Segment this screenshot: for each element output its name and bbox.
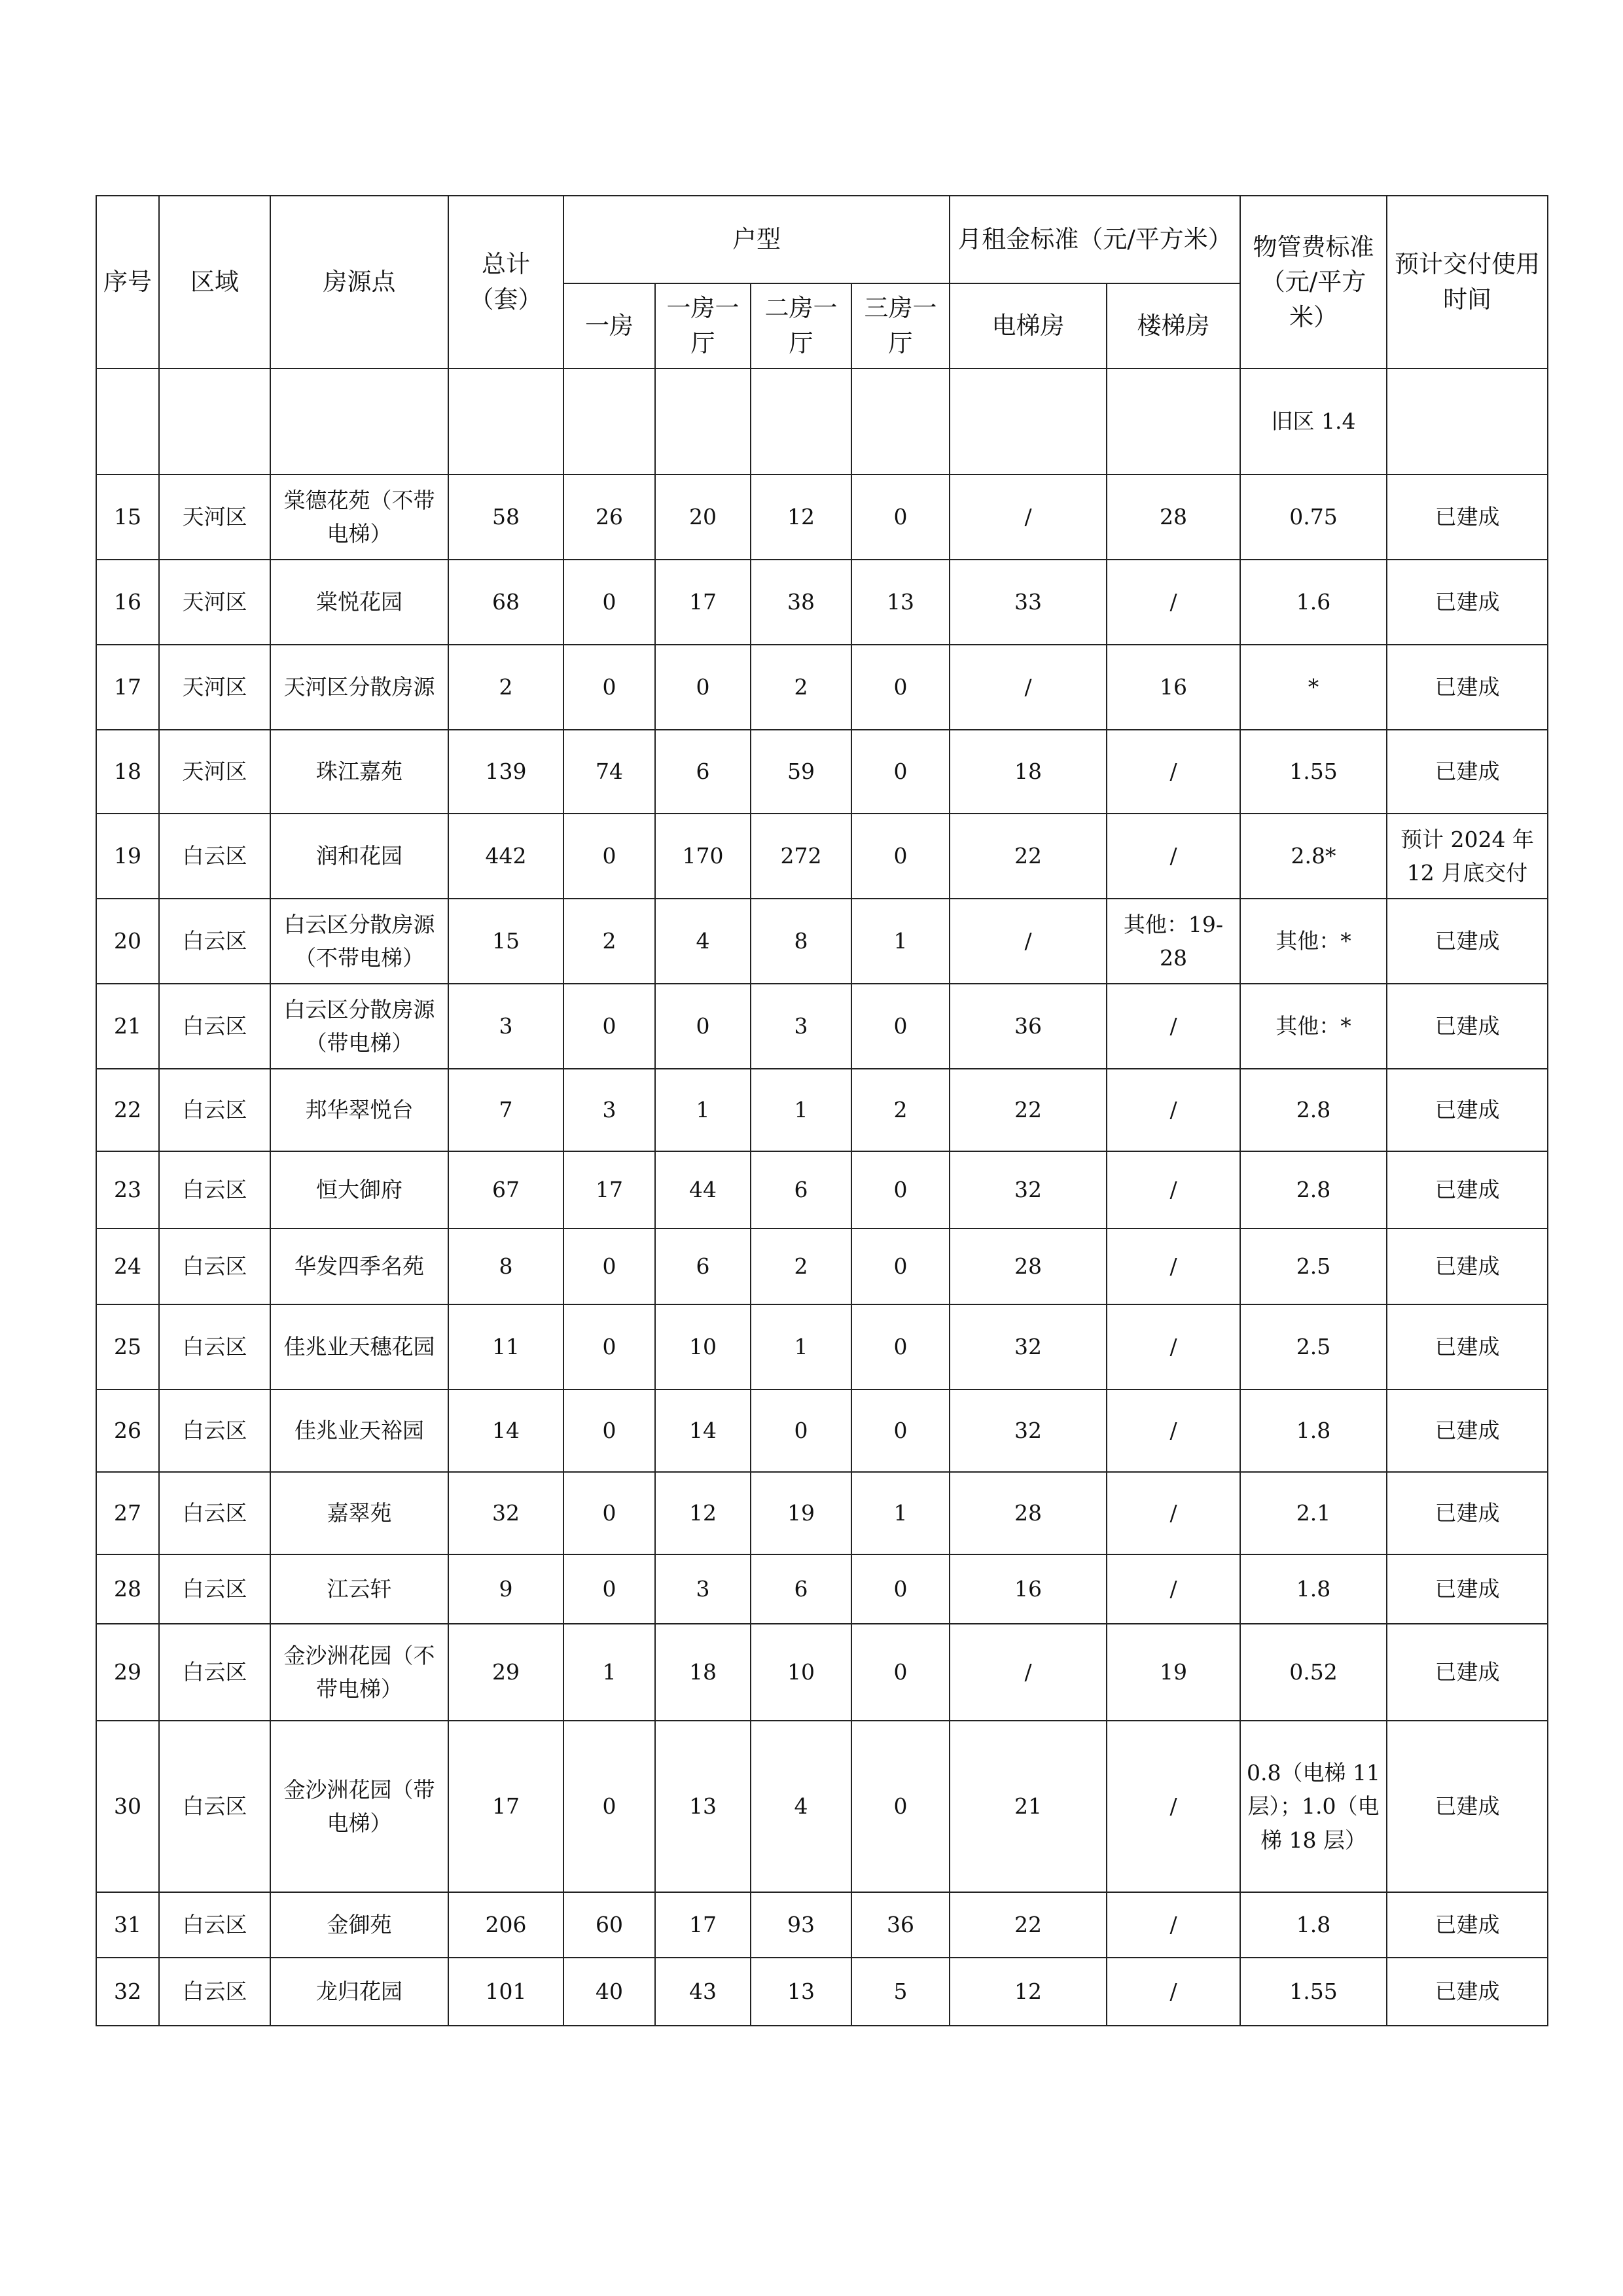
elevator-rent-cell: 22 [950, 814, 1107, 899]
three-room-one-hall-cell: 0 [851, 1721, 950, 1892]
mgmt-fee-cell: 2.5 [1240, 1229, 1387, 1304]
total-cell: 32 [448, 1472, 563, 1554]
one-room-one-hall-cell: 17 [655, 560, 751, 645]
elevator-rent-cell: 21 [950, 1721, 1107, 1892]
three-room-one-hall-cell: 0 [851, 984, 950, 1069]
header-two-room-one-hall: 二房一厅 [751, 283, 851, 368]
total-cell: 9 [448, 1554, 563, 1624]
one-room-one-hall-cell: 10 [655, 1304, 751, 1390]
elevator-rent-cell: 32 [950, 1390, 1107, 1472]
stairs-rent-cell: / [1107, 1069, 1240, 1151]
district-cell: 天河区 [159, 730, 270, 814]
delivery-cell: 已建成 [1387, 1958, 1548, 2026]
one-room-cell: 17 [563, 1151, 655, 1229]
stairs-rent-cell: 28 [1107, 475, 1240, 560]
three-room-one-hall-cell: 0 [851, 1304, 950, 1390]
header-stairs: 楼梯房 [1107, 283, 1240, 368]
one-room-cell: 40 [563, 1958, 655, 2026]
header-rent-standard: 月租金标准（元/平方米） [950, 196, 1240, 283]
stairs-rent-cell: / [1107, 1151, 1240, 1229]
delivery-cell: 已建成 [1387, 730, 1548, 814]
source-cell: 天河区分散房源 [270, 645, 448, 730]
two-room-one-hall-cell: 2 [751, 645, 851, 730]
three-room-one-hall-cell: 5 [851, 1958, 950, 2026]
header-source: 房源点 [270, 196, 448, 368]
mgmt-fee-cell: 2.5 [1240, 1304, 1387, 1390]
one-room-cell: 0 [563, 645, 655, 730]
header-seq: 序号 [96, 196, 159, 368]
stairs-rent-cell: / [1107, 814, 1240, 899]
elevator-rent-cell: 22 [950, 1892, 1107, 1958]
district-cell: 天河区 [159, 475, 270, 560]
mgmt-fee-cell: 其他：* [1240, 899, 1387, 984]
header-unit-type: 户型 [563, 196, 950, 283]
source-cell: 佳兆业天穗花园 [270, 1304, 448, 1390]
two-room-one-hall-cell: 0 [751, 1390, 851, 1472]
stairs-rent-cell: / [1107, 1554, 1240, 1624]
mgmt-fee-cell: 2.8* [1240, 814, 1387, 899]
elevator-rent-cell: 36 [950, 984, 1107, 1069]
mgmt-fee-cell: * [1240, 645, 1387, 730]
elevator-rent-cell: / [950, 1624, 1107, 1721]
district-cell: 白云区 [159, 1721, 270, 1892]
one-room-one-hall-cell: 17 [655, 1892, 751, 1958]
total-cell: 206 [448, 1892, 563, 1958]
source-cell: 金沙洲花园（带电梯） [270, 1721, 448, 1892]
header-one-room: 一房 [563, 283, 655, 368]
mgmt-fee-cell: 1.8 [1240, 1554, 1387, 1624]
seq-cell: 18 [96, 730, 159, 814]
one-room-one-hall-cell: 18 [655, 1624, 751, 1721]
three-room-one-hall-cell: 1 [851, 899, 950, 984]
district-cell: 白云区 [159, 1472, 270, 1554]
delivery-cell: 已建成 [1387, 645, 1548, 730]
delivery-cell: 已建成 [1387, 984, 1548, 1069]
mgmt-fee-cell: 2.8 [1240, 1151, 1387, 1229]
two-room-one-hall-cell: 59 [751, 730, 851, 814]
seq-cell: 23 [96, 1151, 159, 1229]
table-row [96, 730, 1548, 814]
seq-cell: 26 [96, 1390, 159, 1472]
delivery-cell: 已建成 [1387, 1229, 1548, 1304]
stairs-rent-cell: 其他：19-28 [1107, 899, 1240, 984]
stairs-rent-cell: 19 [1107, 1624, 1240, 1721]
one-room-one-hall-cell: 3 [655, 1554, 751, 1624]
seq-cell: 15 [96, 475, 159, 560]
three-room-one-hall-cell: 0 [851, 645, 950, 730]
source-cell: 棠悦花园 [270, 560, 448, 645]
district-cell: 白云区 [159, 899, 270, 984]
mgmt-fee-cell: 1.6 [1240, 560, 1387, 645]
one-room-cell: 0 [563, 1472, 655, 1554]
one-room-one-hall-cell: 12 [655, 1472, 751, 1554]
elevator-rent-cell: 18 [950, 730, 1107, 814]
stairs-rent-cell: / [1107, 1892, 1240, 1958]
three-room-one-hall-cell: 1 [851, 1472, 950, 1554]
three-room-one-hall-cell: 2 [851, 1069, 950, 1151]
district-cell: 白云区 [159, 814, 270, 899]
table-row [96, 1472, 1548, 1554]
one-room-one-hall-cell: 0 [655, 984, 751, 1069]
elevator-rent-cell: 28 [950, 1472, 1107, 1554]
source-cell: 江云轩 [270, 1554, 448, 1624]
district-cell: 白云区 [159, 1069, 270, 1151]
one-room-cell: 2 [563, 899, 655, 984]
continuation-mgmt-fee: 旧区 1.4 [1240, 368, 1387, 475]
two-room-one-hall-cell: 8 [751, 899, 851, 984]
table-row [96, 1554, 1548, 1624]
table-row [96, 1304, 1548, 1390]
table-row [96, 1958, 1548, 2026]
district-cell: 白云区 [159, 1554, 270, 1624]
district-cell: 白云区 [159, 984, 270, 1069]
source-cell: 恒大御府 [270, 1151, 448, 1229]
two-room-one-hall-cell: 13 [751, 1958, 851, 2026]
stairs-rent-cell: / [1107, 1390, 1240, 1472]
table-row [96, 1390, 1548, 1472]
one-room-one-hall-cell: 14 [655, 1390, 751, 1472]
delivery-cell: 已建成 [1387, 560, 1548, 645]
two-room-one-hall-cell: 2 [751, 1229, 851, 1304]
three-room-one-hall-cell: 0 [851, 1151, 950, 1229]
seq-cell: 17 [96, 645, 159, 730]
mgmt-fee-cell: 1.55 [1240, 730, 1387, 814]
delivery-cell: 已建成 [1387, 1624, 1548, 1721]
elevator-rent-cell: 32 [950, 1304, 1107, 1390]
seq-cell: 31 [96, 1892, 159, 1958]
table-row [96, 1892, 1548, 1958]
elevator-rent-cell: / [950, 645, 1107, 730]
source-cell: 棠德花苑（不带电梯） [270, 475, 448, 560]
header-mgmt-fee: 物管费标准（元/平方米） [1240, 196, 1387, 368]
one-room-cell: 0 [563, 984, 655, 1069]
one-room-cell: 1 [563, 1624, 655, 1721]
delivery-cell: 已建成 [1387, 1304, 1548, 1390]
two-room-one-hall-cell: 10 [751, 1624, 851, 1721]
total-cell: 17 [448, 1721, 563, 1892]
seq-cell: 16 [96, 560, 159, 645]
table-row [96, 814, 1548, 899]
three-room-one-hall-cell: 0 [851, 1390, 950, 1472]
total-cell: 14 [448, 1390, 563, 1472]
stairs-rent-cell: / [1107, 560, 1240, 645]
one-room-one-hall-cell: 44 [655, 1151, 751, 1229]
one-room-one-hall-cell: 4 [655, 899, 751, 984]
district-cell: 天河区 [159, 645, 270, 730]
delivery-cell: 已建成 [1387, 1390, 1548, 1472]
elevator-rent-cell: 28 [950, 1229, 1107, 1304]
mgmt-fee-cell: 1.8 [1240, 1892, 1387, 1958]
source-cell: 白云区分散房源（不带电梯） [270, 899, 448, 984]
total-cell: 67 [448, 1151, 563, 1229]
two-room-one-hall-cell: 4 [751, 1721, 851, 1892]
delivery-cell: 已建成 [1387, 1151, 1548, 1229]
district-cell: 白云区 [159, 1624, 270, 1721]
header-one-room-one-hall: 一房一厅 [655, 283, 751, 368]
delivery-cell: 已建成 [1387, 899, 1548, 984]
source-cell: 邦华翠悦台 [270, 1069, 448, 1151]
source-cell: 龙归花园 [270, 1958, 448, 2026]
one-room-cell: 0 [563, 1390, 655, 1472]
source-cell: 金沙洲花园（不带电梯） [270, 1624, 448, 1721]
delivery-cell: 已建成 [1387, 475, 1548, 560]
total-cell: 3 [448, 984, 563, 1069]
stairs-rent-cell: / [1107, 1472, 1240, 1554]
table-body [96, 368, 1548, 2026]
one-room-one-hall-cell: 1 [655, 1069, 751, 1151]
one-room-cell: 0 [563, 1554, 655, 1624]
source-cell: 华发四季名苑 [270, 1229, 448, 1304]
two-room-one-hall-cell: 272 [751, 814, 851, 899]
two-room-one-hall-cell: 6 [751, 1554, 851, 1624]
stairs-rent-cell: / [1107, 1229, 1240, 1304]
table-row [96, 560, 1548, 645]
one-room-cell: 0 [563, 560, 655, 645]
one-room-cell: 3 [563, 1069, 655, 1151]
district-cell: 白云区 [159, 1892, 270, 1958]
elevator-rent-cell: 22 [950, 1069, 1107, 1151]
mgmt-fee-cell: 2.1 [1240, 1472, 1387, 1554]
source-cell: 佳兆业天裕园 [270, 1390, 448, 1472]
total-cell: 442 [448, 814, 563, 899]
delivery-cell: 已建成 [1387, 1554, 1548, 1624]
stairs-rent-cell: / [1107, 1958, 1240, 2026]
mgmt-fee-cell: 其他：* [1240, 984, 1387, 1069]
total-cell: 29 [448, 1624, 563, 1721]
one-room-cell: 60 [563, 1892, 655, 1958]
total-cell: 101 [448, 1958, 563, 2026]
continuation-row [96, 368, 1548, 475]
header-elevator: 电梯房 [950, 283, 1107, 368]
mgmt-fee-cell: 0.75 [1240, 475, 1387, 560]
header-three-room-one-hall: 三房一厅 [851, 283, 950, 368]
three-room-one-hall-cell: 0 [851, 1554, 950, 1624]
two-room-one-hall-cell: 93 [751, 1892, 851, 1958]
elevator-rent-cell: / [950, 899, 1107, 984]
three-room-one-hall-cell: 0 [851, 1229, 950, 1304]
seq-cell: 32 [96, 1958, 159, 2026]
delivery-cell: 已建成 [1387, 1892, 1548, 1958]
elevator-rent-cell: 32 [950, 1151, 1107, 1229]
one-room-cell: 0 [563, 1304, 655, 1390]
total-cell: 58 [448, 475, 563, 560]
two-room-one-hall-cell: 3 [751, 984, 851, 1069]
two-room-one-hall-cell: 12 [751, 475, 851, 560]
housing-table [96, 195, 1548, 2026]
delivery-cell: 已建成 [1387, 1472, 1548, 1554]
header-row-1 [96, 196, 1548, 283]
district-cell: 天河区 [159, 560, 270, 645]
seq-cell: 27 [96, 1472, 159, 1554]
two-room-one-hall-cell: 6 [751, 1151, 851, 1229]
total-cell: 68 [448, 560, 563, 645]
header-district: 区域 [159, 196, 270, 368]
stairs-rent-cell: 16 [1107, 645, 1240, 730]
district-cell: 白云区 [159, 1304, 270, 1390]
three-room-one-hall-cell: 13 [851, 560, 950, 645]
mgmt-fee-cell: 1.55 [1240, 1958, 1387, 2026]
seq-cell: 21 [96, 984, 159, 1069]
total-cell: 139 [448, 730, 563, 814]
delivery-cell: 已建成 [1387, 1721, 1548, 1892]
header-delivery: 预计交付使用时间 [1387, 196, 1548, 368]
stairs-rent-cell: / [1107, 730, 1240, 814]
elevator-rent-cell: 12 [950, 1958, 1107, 2026]
table-row [96, 1721, 1548, 1892]
stairs-rent-cell: / [1107, 1721, 1240, 1892]
header-total: 总计（套） [448, 196, 563, 368]
mgmt-fee-cell: 0.52 [1240, 1624, 1387, 1721]
seq-cell: 30 [96, 1721, 159, 1892]
table-row [96, 1229, 1548, 1304]
seq-cell: 22 [96, 1069, 159, 1151]
table-row [96, 899, 1548, 984]
seq-cell: 25 [96, 1304, 159, 1390]
seq-cell: 20 [96, 899, 159, 984]
one-room-cell: 26 [563, 475, 655, 560]
table-row [96, 1624, 1548, 1721]
total-cell: 11 [448, 1304, 563, 1390]
one-room-cell: 0 [563, 1229, 655, 1304]
three-room-one-hall-cell: 0 [851, 475, 950, 560]
elevator-rent-cell: 16 [950, 1554, 1107, 1624]
one-room-cell: 0 [563, 1721, 655, 1892]
district-cell: 白云区 [159, 1958, 270, 2026]
mgmt-fee-cell: 2.8 [1240, 1069, 1387, 1151]
three-room-one-hall-cell: 36 [851, 1892, 950, 1958]
three-room-one-hall-cell: 0 [851, 814, 950, 899]
seq-cell: 19 [96, 814, 159, 899]
total-cell: 15 [448, 899, 563, 984]
source-cell: 金御苑 [270, 1892, 448, 1958]
one-room-one-hall-cell: 170 [655, 814, 751, 899]
two-room-one-hall-cell: 19 [751, 1472, 851, 1554]
two-room-one-hall-cell: 1 [751, 1304, 851, 1390]
one-room-one-hall-cell: 13 [655, 1721, 751, 1892]
three-room-one-hall-cell: 0 [851, 730, 950, 814]
stairs-rent-cell: / [1107, 984, 1240, 1069]
elevator-rent-cell: / [950, 475, 1107, 560]
two-room-one-hall-cell: 38 [751, 560, 851, 645]
one-room-cell: 0 [563, 814, 655, 899]
total-cell: 2 [448, 645, 563, 730]
source-cell: 嘉翠苑 [270, 1472, 448, 1554]
elevator-rent-cell: 33 [950, 560, 1107, 645]
one-room-one-hall-cell: 6 [655, 730, 751, 814]
stairs-rent-cell: / [1107, 1304, 1240, 1390]
one-room-cell: 74 [563, 730, 655, 814]
seq-cell: 28 [96, 1554, 159, 1624]
total-cell: 7 [448, 1069, 563, 1151]
one-room-one-hall-cell: 6 [655, 1229, 751, 1304]
one-room-one-hall-cell: 0 [655, 645, 751, 730]
seq-cell: 24 [96, 1229, 159, 1304]
delivery-cell: 已建成 [1387, 1069, 1548, 1151]
one-room-one-hall-cell: 20 [655, 475, 751, 560]
seq-cell: 29 [96, 1624, 159, 1721]
source-cell: 白云区分散房源（带电梯） [270, 984, 448, 1069]
source-cell: 珠江嘉苑 [270, 730, 448, 814]
two-room-one-hall-cell: 1 [751, 1069, 851, 1151]
table-row [96, 645, 1548, 730]
table-row [96, 1151, 1548, 1229]
delivery-cell: 预计 2024 年 12 月底交付 [1387, 814, 1548, 899]
table-row [96, 475, 1548, 560]
total-cell: 8 [448, 1229, 563, 1304]
district-cell: 白云区 [159, 1229, 270, 1304]
three-room-one-hall-cell: 0 [851, 1624, 950, 1721]
mgmt-fee-cell: 0.8（电梯 11 层）；1.0（电梯 18 层） [1240, 1721, 1387, 1892]
source-cell: 润和花园 [270, 814, 448, 899]
one-room-one-hall-cell: 43 [655, 1958, 751, 2026]
mgmt-fee-cell: 1.8 [1240, 1390, 1387, 1472]
table-row [96, 984, 1548, 1069]
district-cell: 白云区 [159, 1390, 270, 1472]
table-row [96, 1069, 1548, 1151]
district-cell: 白云区 [159, 1151, 270, 1229]
